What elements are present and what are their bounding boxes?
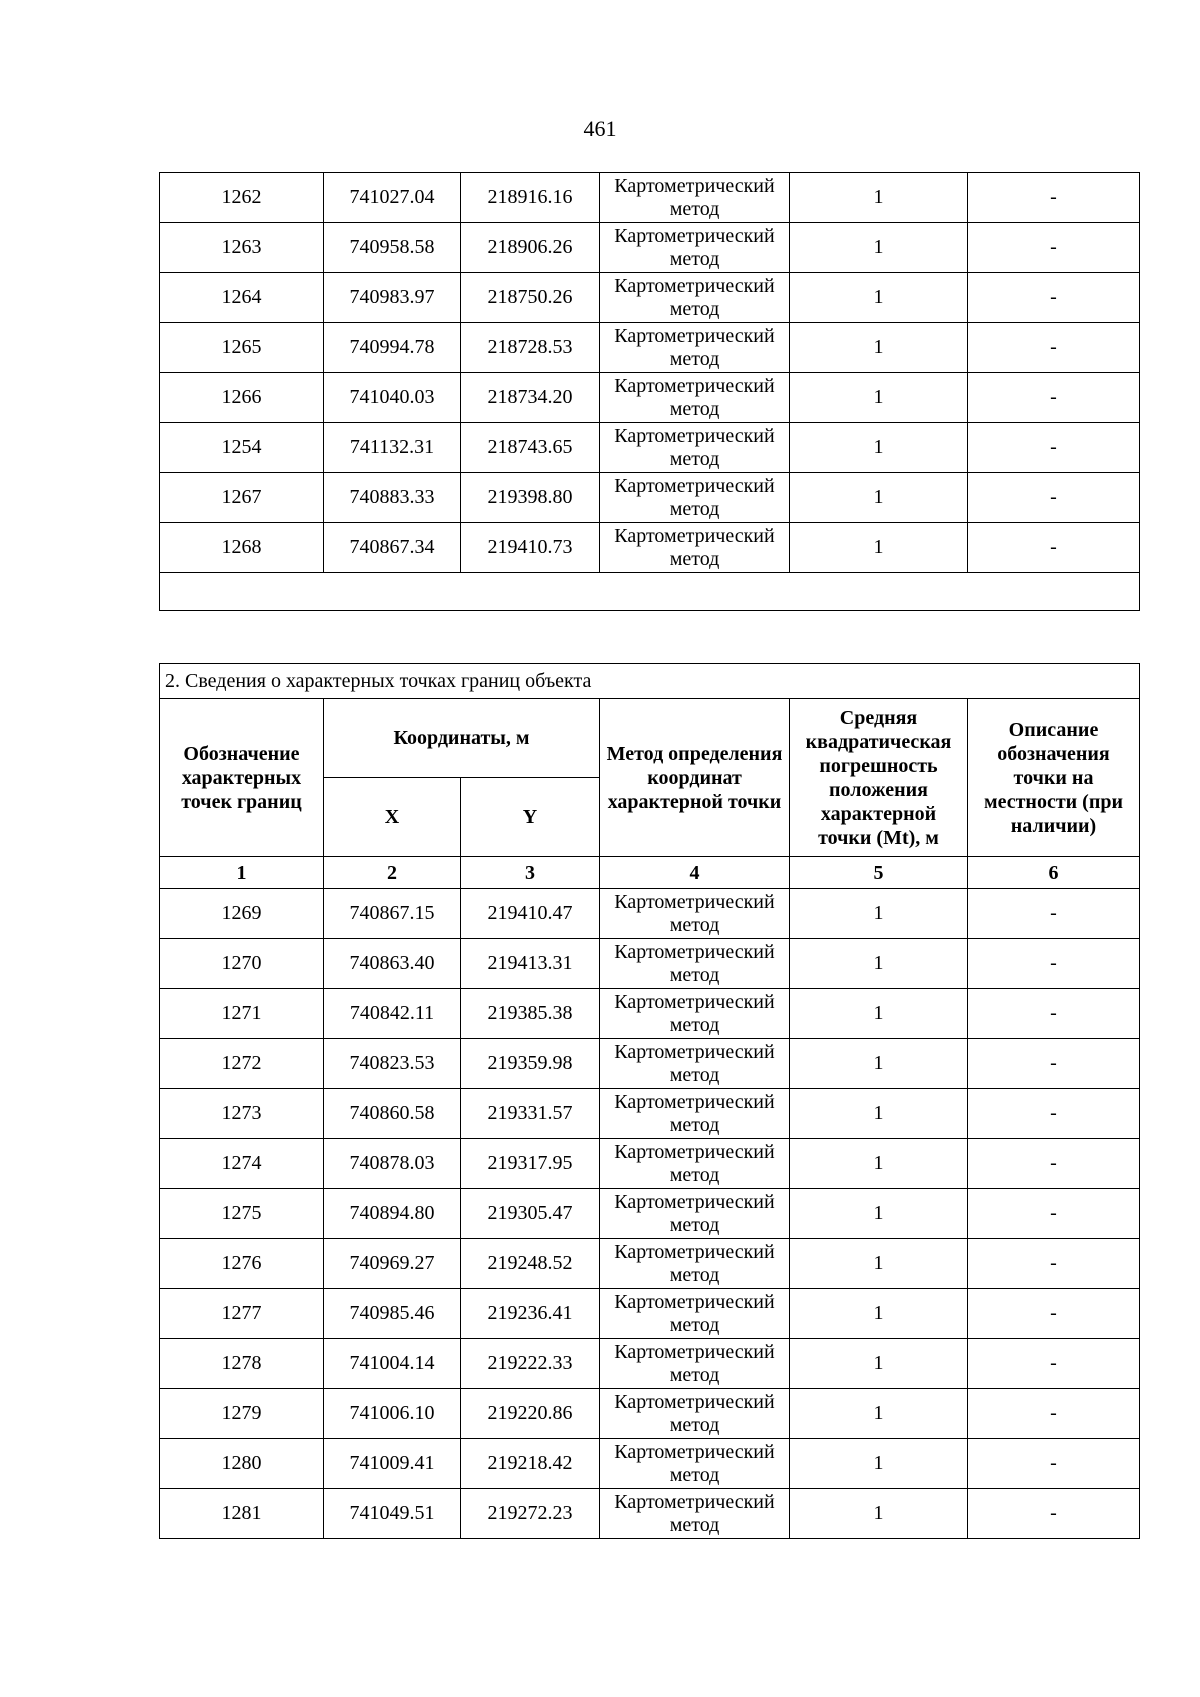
error-cell: 1 <box>790 273 968 323</box>
point-id-cell: 1265 <box>160 323 324 373</box>
method-cell <box>600 1189 790 1239</box>
point-id-cell: 1267 <box>160 473 324 523</box>
method-line: метод <box>669 963 720 986</box>
description-cell: - <box>968 523 1140 573</box>
error-cell: 1 <box>790 1389 968 1439</box>
error-cell: 1 <box>790 1489 968 1539</box>
y-coordinate-cell: 219248.52 <box>461 1239 600 1289</box>
x-coordinate-cell: 740863.40 <box>324 939 461 989</box>
method-cell <box>600 473 790 523</box>
method-line: Картометрический <box>614 424 775 447</box>
table-row <box>160 1189 1140 1239</box>
error-cell: 1 <box>790 1089 968 1139</box>
page-number: 461 <box>583 116 617 141</box>
method-line: метод <box>669 1063 720 1086</box>
error-cell: 1 <box>790 939 968 989</box>
method-line: Картометрический <box>614 174 775 197</box>
table-row <box>160 1489 1140 1539</box>
y-coordinate-cell: 219272.23 <box>461 1489 600 1539</box>
method-line: метод <box>669 1413 720 1436</box>
method-line: метод <box>669 913 720 936</box>
y-coordinate-cell: 219317.95 <box>461 1139 600 1189</box>
description-cell: - <box>968 1239 1140 1289</box>
method-line: Картометрический <box>614 1340 775 1363</box>
error-cell: 1 <box>790 1139 968 1189</box>
method-line: Картометрический <box>614 474 775 497</box>
description-cell: - <box>968 423 1140 473</box>
header-designation: Обозначение характерных точек границ <box>160 699 324 857</box>
description-cell: - <box>968 989 1140 1039</box>
description-cell: - <box>968 173 1140 223</box>
y-coordinate-cell: 218728.53 <box>461 323 600 373</box>
x-coordinate-cell: 740867.15 <box>324 889 461 939</box>
description-cell: - <box>968 323 1140 373</box>
method-line: Картометрический <box>614 1240 775 1263</box>
method-line: Картометрический <box>614 274 775 297</box>
x-coordinate-cell: 741006.10 <box>324 1389 461 1439</box>
header-method: Метод определения координат характерной точки <box>600 699 790 857</box>
empty-row <box>160 573 1140 611</box>
table-row <box>160 1039 1140 1089</box>
method-cell <box>600 1089 790 1139</box>
method-cell <box>600 1339 790 1389</box>
method-line: метод <box>669 397 720 420</box>
x-coordinate-cell: 740894.80 <box>324 1189 461 1239</box>
point-id-cell: 1271 <box>160 989 324 1039</box>
method-line: Картометрический <box>614 524 775 547</box>
method-cell <box>600 1289 790 1339</box>
error-cell: 1 <box>790 373 968 423</box>
point-id-cell: 1268 <box>160 523 324 573</box>
table-row <box>160 223 1140 273</box>
table-row <box>160 523 1140 573</box>
table-row <box>160 423 1140 473</box>
point-id-cell: 1266 <box>160 373 324 423</box>
error-cell: 1 <box>790 173 968 223</box>
y-coordinate-cell: 218916.16 <box>461 173 600 223</box>
method-cell <box>600 1489 790 1539</box>
point-id-cell: 1263 <box>160 223 324 273</box>
point-id-cell: 1273 <box>160 1089 324 1139</box>
error-cell: 1 <box>790 323 968 373</box>
table-row <box>160 1139 1140 1189</box>
method-line: Картометрический <box>614 990 775 1013</box>
y-coordinate-cell: 219359.98 <box>461 1039 600 1089</box>
x-coordinate-cell: 740969.27 <box>324 1239 461 1289</box>
header-coordinates: Координаты, м <box>324 699 600 778</box>
y-coordinate-cell: 219220.86 <box>461 1389 600 1439</box>
table-row <box>160 1339 1140 1389</box>
x-coordinate-cell: 741004.14 <box>324 1339 461 1389</box>
method-line: метод <box>669 347 720 370</box>
method-line: метод <box>669 1013 720 1036</box>
method-line: Картометрический <box>614 324 775 347</box>
x-coordinate-cell: 740985.46 <box>324 1289 461 1339</box>
x-coordinate-cell: 740860.58 <box>324 1089 461 1139</box>
method-line: Картометрический <box>614 1440 775 1463</box>
y-coordinate-cell: 218743.65 <box>461 423 600 473</box>
y-coordinate-cell: 218906.26 <box>461 223 600 273</box>
method-line: метод <box>669 1213 720 1236</box>
method-cell <box>600 173 790 223</box>
header-description: Описание обозначения точки на местности (при наличии) <box>968 699 1140 857</box>
table-row <box>160 373 1140 423</box>
error-cell: 1 <box>790 473 968 523</box>
method-cell <box>600 1389 790 1439</box>
top-table-body <box>160 173 1140 573</box>
description-cell: - <box>968 373 1140 423</box>
error-cell: 1 <box>790 523 968 573</box>
method-line: метод <box>669 1313 720 1336</box>
description-cell: - <box>968 889 1140 939</box>
coordinates-table-continued <box>159 172 1140 611</box>
y-coordinate-cell: 219222.33 <box>461 1339 600 1389</box>
y-coordinate-cell: 219398.80 <box>461 473 600 523</box>
header-y: Y <box>461 778 600 857</box>
description-cell: - <box>968 939 1140 989</box>
method-line: метод <box>669 297 720 320</box>
table-row <box>160 1239 1140 1289</box>
method-cell <box>600 1039 790 1089</box>
point-id-cell: 1254 <box>160 423 324 473</box>
method-cell <box>600 273 790 323</box>
description-cell: - <box>968 1389 1140 1439</box>
method-line: Картометрический <box>614 1390 775 1413</box>
y-coordinate-cell: 219305.47 <box>461 1189 600 1239</box>
point-id-cell: 1264 <box>160 273 324 323</box>
point-id-cell: 1276 <box>160 1239 324 1289</box>
point-id-cell: 1272 <box>160 1039 324 1089</box>
error-cell: 1 <box>790 1339 968 1389</box>
method-cell <box>600 889 790 939</box>
error-cell: 1 <box>790 423 968 473</box>
point-id-cell: 1277 <box>160 1289 324 1339</box>
section-title: 2. Сведения о характерных точках границ объекта <box>160 664 1140 699</box>
x-coordinate-cell: 740983.97 <box>324 273 461 323</box>
method-cell <box>600 1239 790 1289</box>
table-row <box>160 939 1140 989</box>
error-cell: 1 <box>790 989 968 1039</box>
x-coordinate-cell: 741027.04 <box>324 173 461 223</box>
column-number: 5 <box>790 857 968 889</box>
method-cell <box>600 223 790 273</box>
section-title-row <box>160 664 1140 699</box>
method-cell <box>600 989 790 1039</box>
y-coordinate-cell: 219410.73 <box>461 523 600 573</box>
y-coordinate-cell: 219236.41 <box>461 1289 600 1339</box>
table-row <box>160 473 1140 523</box>
method-line: Картометрический <box>614 374 775 397</box>
error-cell: 1 <box>790 1039 968 1089</box>
method-line: Картометрический <box>614 890 775 913</box>
method-line: Картометрический <box>614 1090 775 1113</box>
description-cell: - <box>968 1339 1140 1389</box>
x-coordinate-cell: 741009.41 <box>324 1439 461 1489</box>
x-coordinate-cell: 740994.78 <box>324 323 461 373</box>
column-numbers-row <box>160 857 1140 889</box>
point-id-cell: 1269 <box>160 889 324 939</box>
error-cell: 1 <box>790 1289 968 1339</box>
error-cell: 1 <box>790 223 968 273</box>
table-row <box>160 989 1140 1039</box>
method-line: Картометрический <box>614 1490 775 1513</box>
table-row <box>160 323 1140 373</box>
method-line: Картометрический <box>614 1290 775 1313</box>
method-line: метод <box>669 547 720 570</box>
x-coordinate-cell: 740958.58 <box>324 223 461 273</box>
method-line: метод <box>669 1463 720 1486</box>
method-line: метод <box>669 197 720 220</box>
method-cell <box>600 939 790 989</box>
x-coordinate-cell: 740883.33 <box>324 473 461 523</box>
x-coordinate-cell: 741132.31 <box>324 423 461 473</box>
y-coordinate-cell: 218734.20 <box>461 373 600 423</box>
description-cell: - <box>968 1139 1140 1189</box>
method-line: метод <box>669 1263 720 1286</box>
method-line: метод <box>669 1163 720 1186</box>
point-id-cell: 1281 <box>160 1489 324 1539</box>
method-line: метод <box>669 447 720 470</box>
column-number: 6 <box>968 857 1140 889</box>
method-cell <box>600 1139 790 1189</box>
description-cell: - <box>968 1039 1140 1089</box>
y-coordinate-cell: 219385.38 <box>461 989 600 1039</box>
method-line: Картометрический <box>614 1140 775 1163</box>
error-cell: 1 <box>790 889 968 939</box>
y-coordinate-cell: 218750.26 <box>461 273 600 323</box>
description-cell: - <box>968 1089 1140 1139</box>
table-row <box>160 273 1140 323</box>
point-id-cell: 1278 <box>160 1339 324 1389</box>
point-id-cell: 1275 <box>160 1189 324 1239</box>
table-row <box>160 1089 1140 1139</box>
error-cell: 1 <box>790 1239 968 1289</box>
method-line: метод <box>669 1363 720 1386</box>
method-line: Картометрический <box>614 940 775 963</box>
point-id-cell: 1279 <box>160 1389 324 1439</box>
method-cell <box>600 373 790 423</box>
method-line: Картометрический <box>614 224 775 247</box>
point-id-cell: 1270 <box>160 939 324 989</box>
table-row <box>160 173 1140 223</box>
method-cell <box>600 423 790 473</box>
bottom-table-body <box>160 889 1140 1539</box>
point-id-cell: 1280 <box>160 1439 324 1489</box>
y-coordinate-cell: 219218.42 <box>461 1439 600 1489</box>
description-cell: - <box>968 473 1140 523</box>
point-id-cell: 1274 <box>160 1139 324 1189</box>
x-coordinate-cell: 740823.53 <box>324 1039 461 1089</box>
y-coordinate-cell: 219413.31 <box>461 939 600 989</box>
column-number: 1 <box>160 857 324 889</box>
description-cell: - <box>968 223 1140 273</box>
method-cell <box>600 1439 790 1489</box>
x-coordinate-cell: 741040.03 <box>324 373 461 423</box>
y-coordinate-cell: 219331.57 <box>461 1089 600 1139</box>
boundary-points-table <box>159 663 1140 1539</box>
method-line: Картометрический <box>614 1190 775 1213</box>
method-line: метод <box>669 247 720 270</box>
description-cell: - <box>968 1189 1140 1239</box>
method-line: метод <box>669 1513 720 1536</box>
method-line: метод <box>669 497 720 520</box>
column-number: 3 <box>461 857 600 889</box>
error-cell: 1 <box>790 1189 968 1239</box>
header-x: X <box>324 778 461 857</box>
method-line: Картометрический <box>614 1040 775 1063</box>
header-error: Средняя квадратическая погрешность положения характерной точки (Mt), м <box>790 699 968 857</box>
description-cell: - <box>968 1489 1140 1539</box>
table-row <box>160 1389 1140 1439</box>
x-coordinate-cell: 741049.51 <box>324 1489 461 1539</box>
table-row <box>160 1289 1140 1339</box>
table-row <box>160 889 1140 939</box>
column-number: 4 <box>600 857 790 889</box>
description-cell: - <box>968 1439 1140 1489</box>
method-line: метод <box>669 1113 720 1136</box>
method-cell <box>600 523 790 573</box>
column-number: 2 <box>324 857 461 889</box>
description-cell: - <box>968 1289 1140 1339</box>
point-id-cell: 1262 <box>160 173 324 223</box>
method-cell <box>600 323 790 373</box>
x-coordinate-cell: 740878.03 <box>324 1139 461 1189</box>
header-row-1 <box>160 699 1140 778</box>
x-coordinate-cell: 740842.11 <box>324 989 461 1039</box>
table-row <box>160 1439 1140 1489</box>
x-coordinate-cell: 740867.34 <box>324 523 461 573</box>
error-cell: 1 <box>790 1439 968 1489</box>
description-cell: - <box>968 273 1140 323</box>
y-coordinate-cell: 219410.47 <box>461 889 600 939</box>
